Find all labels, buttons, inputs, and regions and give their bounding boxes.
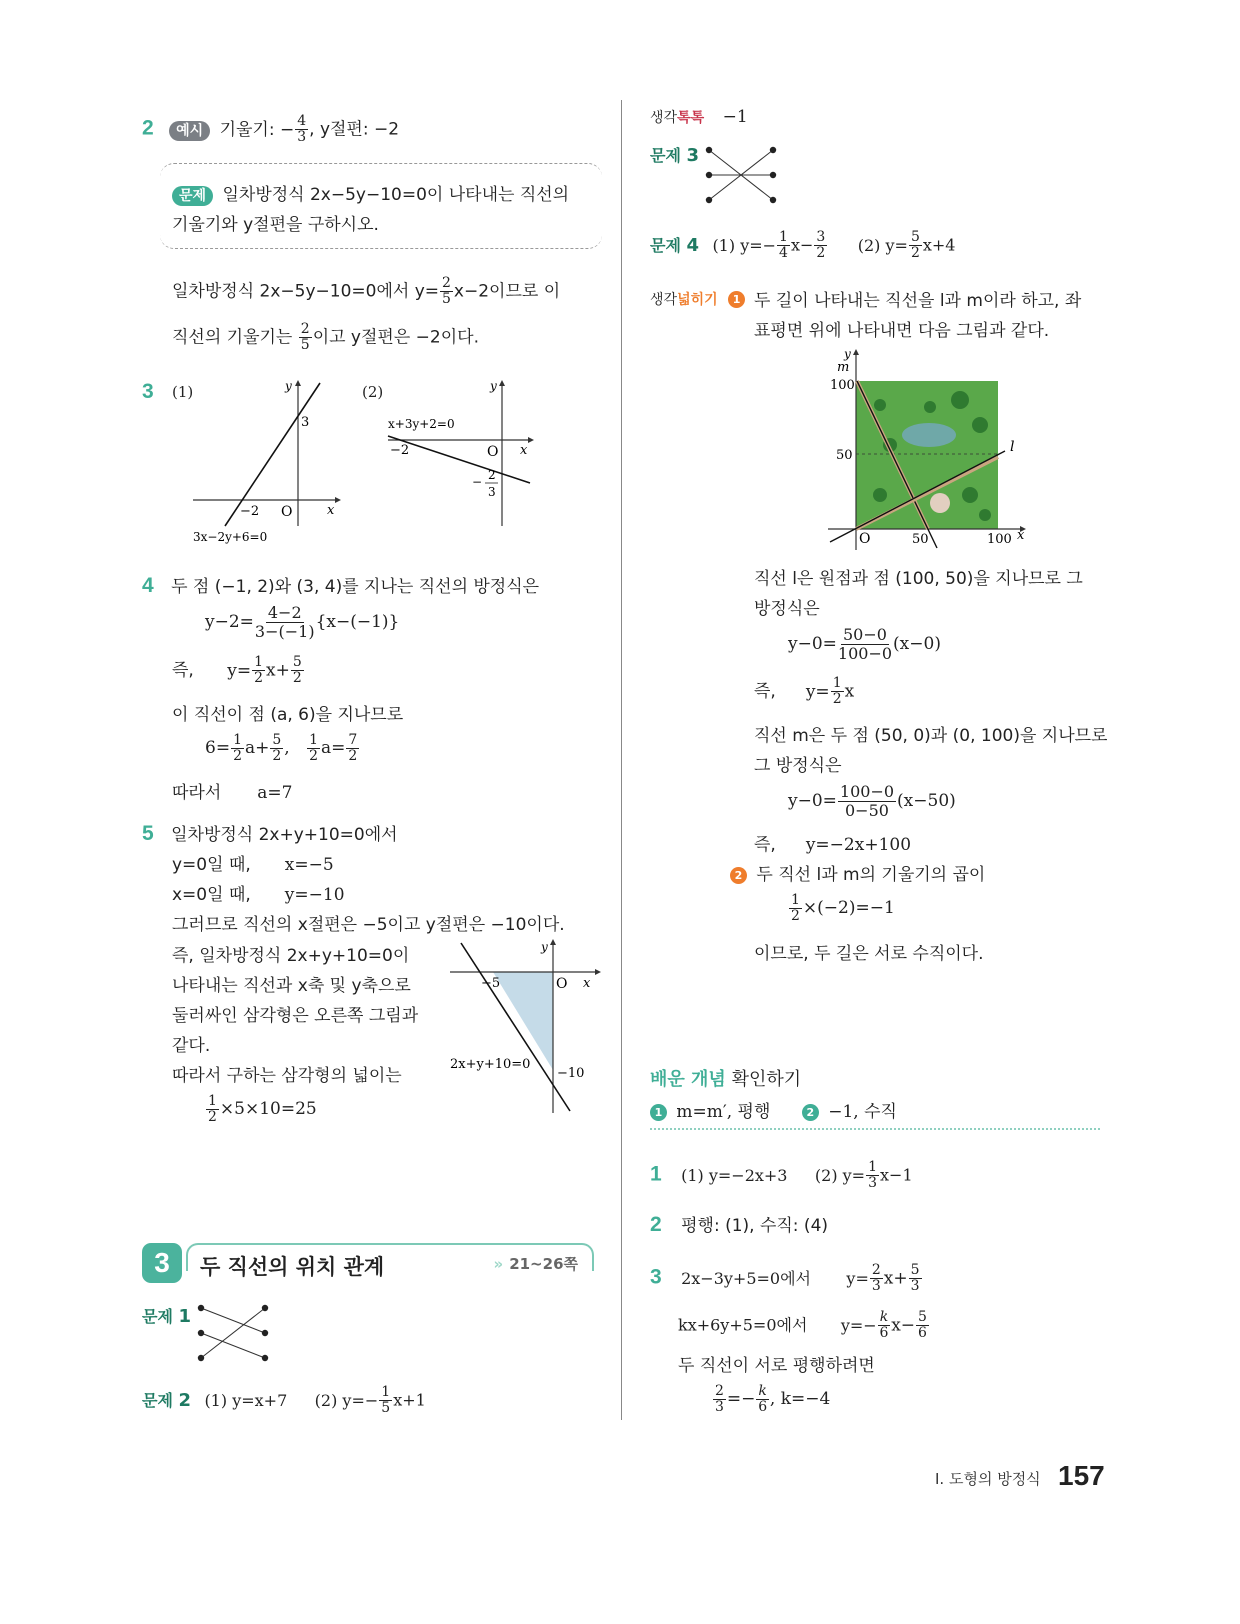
- part-label: (1): [172, 383, 194, 401]
- problem-2-answer: [142, 114, 399, 145]
- line-l-result: 즉, y= $\frac{1}{2}$ x: [754, 675, 855, 707]
- svg-text:y: y: [541, 940, 548, 954]
- svg-text:x: x: [583, 976, 591, 991]
- svg-text:3: 3: [301, 415, 310, 430]
- line-m-equation: y−0= $\frac{100-0}{0-50}$ (x−50): [788, 782, 956, 820]
- column-divider: [621, 100, 622, 1420]
- dotted-divider: [650, 1128, 1100, 1130]
- solution-line1: 일차방정식 2x−5y−10=0에서 y= $\frac{2}{5}$ x−2이므로 이: [172, 275, 561, 307]
- problem-box: [160, 163, 602, 249]
- graph-3x-2y-6: [185, 378, 345, 548]
- svg-text:x+3y+2=0: x+3y+2=0: [388, 417, 455, 431]
- svg-text:3x−2y+6=0: 3x−2y+6=0: [193, 530, 268, 544]
- svg-text:x: x: [327, 503, 335, 518]
- line-m-text1: 직선 m은 두 점 (50, 0)과 (0, 100)을 지나므로: [754, 726, 1108, 746]
- problem-5-line7: 둘러싸인 삼각형은 오른쪽 그림과: [172, 1006, 419, 1026]
- expand-step2-line1: 2 두 직선 l과 m의 기울기의 곱이: [730, 860, 985, 885]
- answer-3-line3: 두 직선이 서로 평행하려면: [678, 1356, 875, 1376]
- problem-badge: 문제: [172, 186, 213, 206]
- section-title: 두 직선의 위치 관계: [200, 1255, 385, 1279]
- problem-statement-line2: 기울기와 y절편을 구하시오.: [172, 215, 379, 235]
- part-label: (2): [362, 383, 384, 401]
- section-header: [142, 1243, 594, 1283]
- svg-text:O: O: [487, 444, 499, 460]
- problem-5-line1: 5 일차방정식 2x+y+10=0에서: [142, 822, 398, 845]
- answer-3-line2: kx+6y+5=0에서 y=− $\frac{k}{6}$ x− $\frac{5}{6}$: [678, 1309, 927, 1341]
- problem-5-area: $\frac{1}{2}$ ×5×10=25: [208, 1093, 317, 1125]
- problem-number: 4: [142, 574, 154, 597]
- svg-text:y: y: [285, 379, 292, 393]
- chevron-right-icon: »: [493, 1255, 504, 1273]
- intercept-text: , y절편: −2: [309, 119, 400, 140]
- example-badge: 예시: [169, 121, 210, 141]
- svg-text:50: 50: [912, 532, 929, 547]
- problem-statement-line1: 문제 일차방정식 2x−5y−10=0이 나타내는 직선의: [172, 180, 569, 206]
- problem-4-eq3: 6= $\frac{1}{2}$ a+ $\frac{5}{2}$ , $\frac{1}{2}$ a= $\frac{7}{2}$: [205, 732, 358, 764]
- svg-text:O: O: [281, 504, 293, 520]
- svg-text:y: y: [490, 379, 497, 393]
- line-m-text2: 그 방정식은: [754, 756, 842, 776]
- svg-text:2x+y+10=0: 2x+y+10=0: [450, 1057, 531, 1072]
- review-title: 배운 개념 확인하기: [650, 1069, 802, 1090]
- problem-4-line4: 이 직선이 점 (a, 6)을 지나므로: [172, 705, 404, 725]
- line-l-equation: y−0= $\frac{50-0}{100-0}$ (x−0): [788, 625, 941, 663]
- problem-5-line5: 즉, 일차방정식 2x+y+10=0이: [172, 946, 410, 966]
- answer-3-line4: $\frac{2}{3}$ =− $\frac{k}{6}$ , k=−4: [715, 1383, 831, 1415]
- problem-number: 3: [142, 380, 154, 403]
- fraction: $\frac{4}{3}$: [297, 113, 307, 145]
- expand-step2-product: $\frac{1}{2}$ ×(−2)=−1: [791, 892, 895, 924]
- matching-diagram-1: [195, 1302, 275, 1364]
- svg-text:y: y: [844, 347, 851, 361]
- svg-text:−: −: [472, 475, 483, 489]
- slope-label: 기울기: −: [219, 119, 295, 140]
- problem-5-line4: 그러므로 직선의 x절편은 −5이고 y절편은 −10이다.: [172, 915, 565, 935]
- svg-text:−2: −2: [390, 443, 410, 458]
- svg-text:−5: −5: [481, 976, 501, 991]
- problem-5-line6: 나타내는 직선과 x축 및 y축으로: [172, 976, 411, 996]
- expand-step1-line2: 표평면 위에 나타내면 다음 그림과 같다.: [754, 321, 1050, 341]
- think-toktok: 생각톡톡 −1: [650, 107, 748, 127]
- review-marker-1: 1: [650, 1104, 667, 1121]
- think-expand-label: 생각넓히기 1: [650, 289, 745, 309]
- svg-text:2: 2: [488, 468, 496, 482]
- line-m-result: 즉, y=−2x+100: [754, 835, 912, 855]
- review-items: 1 m=m′, 평행 2 −1, 수직: [650, 1097, 897, 1122]
- problem-5-line9: 따라서 구하는 삼각형의 넓이는: [172, 1066, 402, 1086]
- page-number: 157: [1058, 1460, 1105, 1491]
- problem-4-eq2: 즉, y= $\frac{1}{2}$ x+ $\frac{5}{2}$: [172, 654, 302, 686]
- section-number: 3: [142, 1243, 182, 1283]
- review-marker-2: 2: [802, 1104, 819, 1121]
- problem-number: 2: [142, 116, 154, 140]
- svg-text:100: 100: [987, 532, 1012, 547]
- svg-text:x: x: [520, 443, 528, 458]
- problem-5-line8: 같다.: [172, 1036, 211, 1056]
- step-2-marker: 2: [730, 867, 747, 884]
- answer-2: 2 평행: (1), 수직: (4): [650, 1213, 829, 1236]
- section-pages: » 21~26쪽: [493, 1255, 578, 1273]
- problem-1-label: 문제 1: [142, 1306, 192, 1327]
- step-1-marker: 1: [728, 291, 745, 308]
- map-graph: [820, 345, 1040, 555]
- problem-3-label: 문제 3: [650, 145, 700, 166]
- chapter-title: Ⅰ. 도형의 방정식: [935, 1470, 1041, 1488]
- problem-4-eq1: y−2= $\frac{4-2}{3-(-1)}$ {x−(−1)}: [205, 603, 400, 641]
- problem-number: 5: [142, 822, 154, 845]
- svg-text:x: x: [1017, 528, 1025, 543]
- svg-text:−2: −2: [240, 504, 260, 519]
- problem-4-conclusion: 따라서 a=7: [172, 783, 293, 803]
- problem-2-row: 문제 2 (1) y=x+7 (2) y=− $\frac{1}{5}$ x+1: [142, 1384, 426, 1416]
- svg-text:50: 50: [836, 448, 853, 463]
- svg-text:−10: −10: [557, 1066, 585, 1081]
- svg-text:3: 3: [488, 485, 496, 499]
- problem-4-line1: 4 두 점 (−1, 2)와 (3, 4)를 지나는 직선의 방정식은: [142, 574, 540, 597]
- line-l-text2: 방정식은: [754, 599, 820, 619]
- answer-3-line1: 3 2x−3y+5=0에서 y= $\frac{2}{3}$ x+ $\frac{5}{3}$: [650, 1262, 920, 1294]
- expand-step2-conclusion: 이므로, 두 길은 서로 수직이다.: [754, 944, 984, 964]
- svg-text:O: O: [859, 531, 871, 547]
- svg-text:m: m: [837, 360, 850, 375]
- problem-5-line3: x=0일 때, y=−10: [172, 885, 345, 905]
- problem-5-line2: y=0일 때, x=−5: [172, 855, 334, 875]
- svg-text:O: O: [556, 976, 568, 992]
- matching-diagram-3: [703, 144, 783, 206]
- graph-triangle: [445, 935, 605, 1115]
- svg-text:100: 100: [830, 378, 855, 393]
- answer-1: 1 (1) y=−2x+3 (2) y= $\frac{1}{3}$ x−1: [650, 1159, 913, 1191]
- svg-text:l: l: [1010, 439, 1015, 455]
- expand-step1-line1: 두 길이 나타내는 직선을 l과 m이라 하고, 좌: [754, 291, 1082, 311]
- graph-x+3y+2: [380, 378, 540, 533]
- solution-line2: 직선의 기울기는 $\frac{2}{5}$ 이고 y절편은 −2이다.: [172, 321, 479, 353]
- line-l-text1: 직선 l은 원점과 점 (100, 50)을 지나므로 그: [754, 569, 1083, 589]
- problem-4-row: 문제 4 (1) y=− $\frac{1}{4}$ x− $\frac{3}{2}$ (2) y= $\frac{5}{2}$ x+4: [650, 229, 956, 261]
